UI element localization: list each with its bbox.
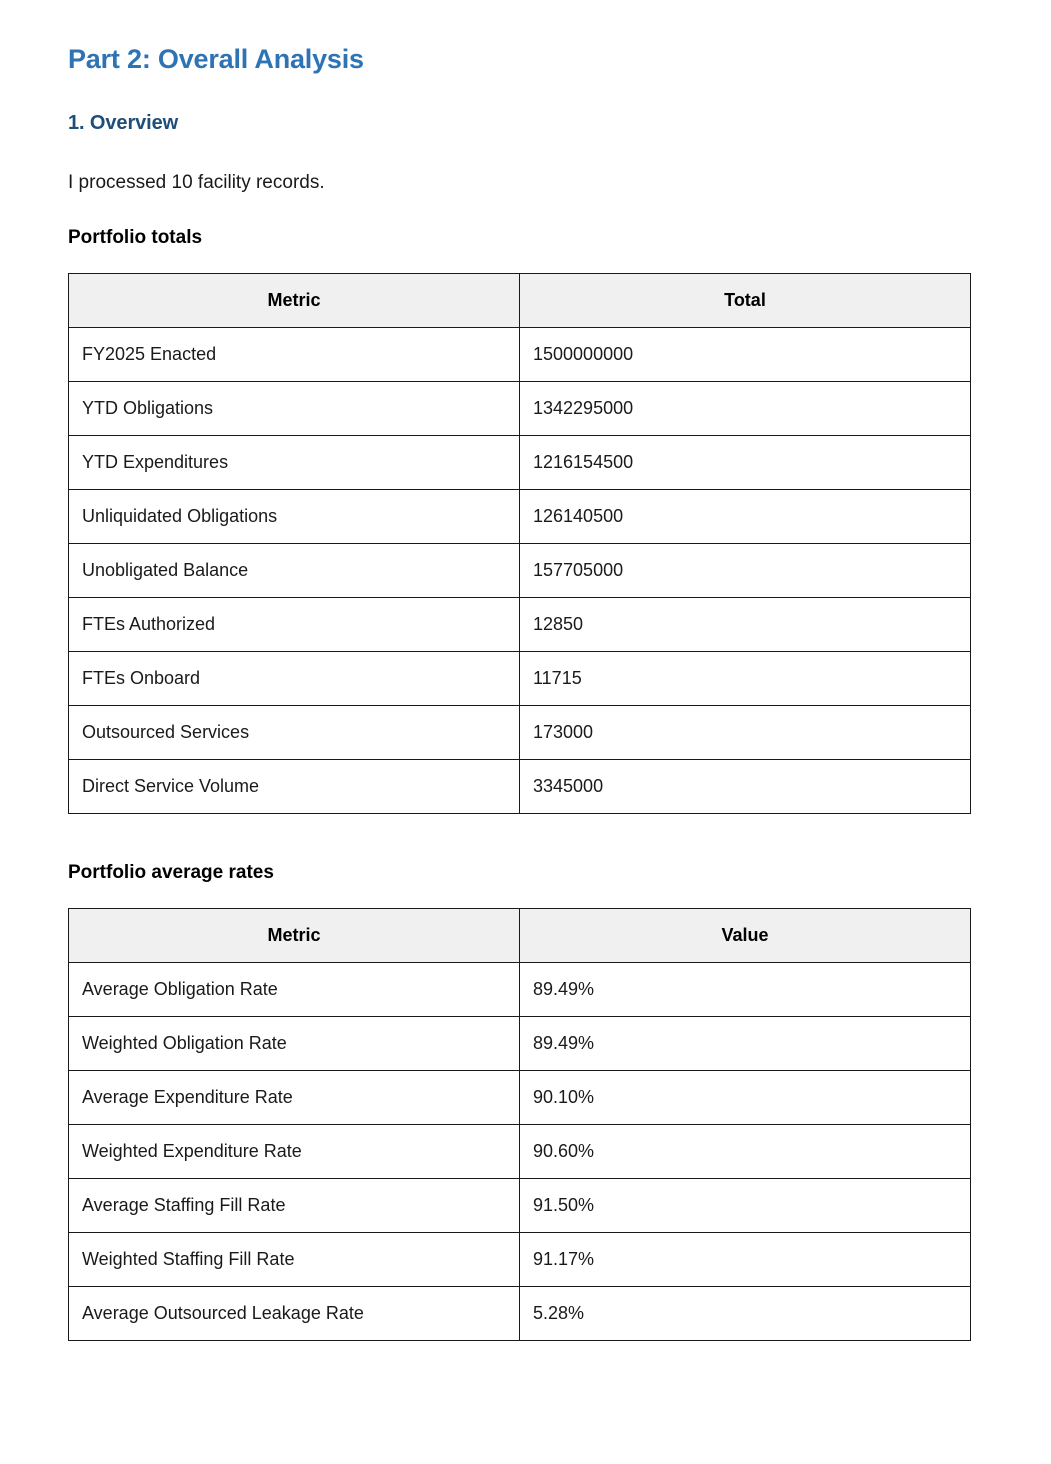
cell-metric: Average Staffing Fill Rate	[69, 1179, 520, 1233]
cell-metric: Unliquidated Obligations	[69, 490, 520, 544]
table-header-row	[69, 909, 971, 963]
cell-value: 91.17%	[520, 1233, 971, 1287]
column-header-total: Total	[520, 274, 971, 328]
cell-metric: FY2025 Enacted	[69, 328, 520, 382]
cell-value: 173000	[520, 706, 971, 760]
cell-metric: FTEs Onboard	[69, 652, 520, 706]
table-header-row	[69, 274, 971, 328]
table-row	[69, 1179, 971, 1233]
cell-value: 1342295000	[520, 382, 971, 436]
table-row	[69, 1233, 971, 1287]
cell-metric: Average Outsourced Leakage Rate	[69, 1287, 520, 1341]
cell-metric: YTD Obligations	[69, 382, 520, 436]
cell-metric: Average Obligation Rate	[69, 963, 520, 1017]
table-row	[69, 382, 971, 436]
cell-value: 3345000	[520, 760, 971, 814]
table-row	[69, 963, 971, 1017]
cell-value: 1216154500	[520, 436, 971, 490]
column-header-metric: Metric	[69, 909, 520, 963]
section-heading-overview: 1. Overview	[68, 112, 179, 134]
cell-metric: YTD Expenditures	[69, 436, 520, 490]
portfolio-average-rates-table	[68, 908, 971, 1341]
portfolio-totals-table	[68, 273, 971, 814]
cell-metric: Unobligated Balance	[69, 544, 520, 598]
table-row	[69, 544, 971, 598]
table-row	[69, 328, 971, 382]
cell-metric: FTEs Authorized	[69, 598, 520, 652]
table-row	[69, 1071, 971, 1125]
cell-value: 89.49%	[520, 1017, 971, 1071]
cell-value: 1500000000	[520, 328, 971, 382]
table-row	[69, 1125, 971, 1179]
table-row	[69, 436, 971, 490]
table-caption-portfolio-average-rates: Portfolio average rates	[68, 862, 274, 883]
page-title: Part 2: Overall Analysis	[68, 44, 364, 74]
table-caption-portfolio-totals: Portfolio totals	[68, 227, 203, 248]
cell-metric: Outsourced Services	[69, 706, 520, 760]
column-header-value: Value	[520, 909, 971, 963]
cell-value: 157705000	[520, 544, 971, 598]
table-row	[69, 652, 971, 706]
cell-metric: Weighted Obligation Rate	[69, 1017, 520, 1071]
cell-metric: Weighted Staffing Fill Rate	[69, 1233, 520, 1287]
cell-value: 12850	[520, 598, 971, 652]
cell-value: 89.49%	[520, 963, 971, 1017]
table-row	[69, 1287, 971, 1341]
table-spacer	[68, 814, 983, 830]
cell-value: 90.60%	[520, 1125, 971, 1179]
intro-paragraph: I processed 10 facility records.	[68, 172, 325, 193]
cell-metric: Weighted Expenditure Rate	[69, 1125, 520, 1179]
cell-metric: Average Expenditure Rate	[69, 1071, 520, 1125]
table-row	[69, 490, 971, 544]
cell-value: 126140500	[520, 490, 971, 544]
cell-value: 91.50%	[520, 1179, 971, 1233]
table-row	[69, 706, 971, 760]
cell-value: 90.10%	[520, 1071, 971, 1125]
column-header-metric: Metric	[69, 274, 520, 328]
cell-value: 5.28%	[520, 1287, 971, 1341]
cell-value: 11715	[520, 652, 971, 706]
table-row	[69, 598, 971, 652]
cell-metric: Direct Service Volume	[69, 760, 520, 814]
table-row	[69, 760, 971, 814]
table-row	[69, 1017, 971, 1071]
